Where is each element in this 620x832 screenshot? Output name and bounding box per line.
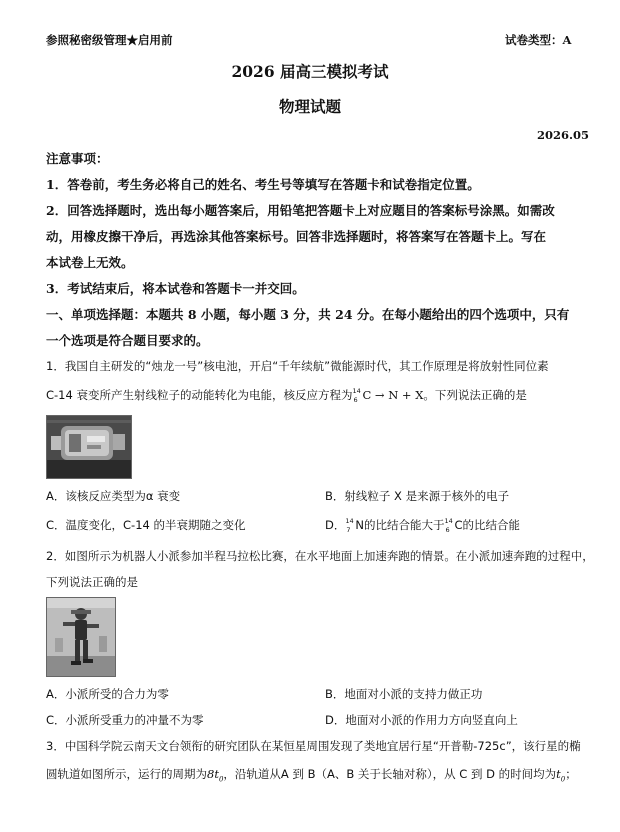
q1-stem-post: 。下列说法正确的是 xyxy=(423,388,527,402)
q1-option-c: C．温度变化，C-14 的半衰期随之变化 xyxy=(46,518,246,532)
robot-runner-photo xyxy=(46,597,116,677)
notice-item-2-line-3: 本试卷上无效。 xyxy=(46,255,134,270)
q2-option-a: A．小派所受的合力为零 xyxy=(46,687,169,701)
n14-mass-number: 14 xyxy=(345,516,354,525)
q2-option-d: D．地面对小派的作用力方向竖直向上 xyxy=(325,713,518,727)
q3-period-subscript: 0 xyxy=(218,775,224,784)
c14-isotope-notation-d xyxy=(444,516,454,534)
q1-option-d-label: D． xyxy=(325,518,346,532)
notice-item-2-line-2: 动，用橡皮擦干净后，再选涂其他答案标号。回答非选择题时，将答案写在答题卡上。写在 xyxy=(46,229,547,244)
c14-atomic-number-d: 6 xyxy=(445,525,450,534)
exam-date: 2026.05 xyxy=(537,128,590,142)
q1-stem-pre: C-14 衰变所产生射线粒子的动能转化为电能，核反应方程为 xyxy=(46,388,353,402)
exam-title: 2026 届高三模拟考试 xyxy=(231,62,389,81)
exam-subtitle: 物理试题 xyxy=(278,97,341,116)
q3-time-subscript: 0 xyxy=(560,775,566,784)
q3-stem-line-1: 3．中国科学院云南天文台领衔的研究团队在某恒星周围发现了类地宜居行星“开普勒-725c”，该行星的椭 xyxy=(46,739,581,753)
q2-option-b: B．地面对小派的支持力做正功 xyxy=(325,687,483,701)
q3-stem-line-2 xyxy=(46,766,577,783)
c14-mass-number: 14 xyxy=(352,386,361,395)
section-1-line-1: 一、单项选择题：本题共 8 小题，每小题 3 分，共 24 分。在每小题给出的四个选项中，只有 xyxy=(46,307,570,322)
q2-option-c: C．小派所受重力的冲量不为零 xyxy=(46,713,204,727)
q3-time-t: t xyxy=(556,767,561,781)
c14-mass-number-d: 14 xyxy=(444,516,453,525)
q1-option-d-mid: N的比结合能大于 xyxy=(355,518,445,532)
q3-stem-part-b: ，沿轨道从 xyxy=(223,767,281,781)
q1-option-b: B．射线粒子 X 是来源于核外的电子 xyxy=(325,489,510,503)
q3-time-value xyxy=(556,767,566,784)
q1-option-d xyxy=(325,517,520,533)
c14-isotope-notation xyxy=(352,386,362,404)
q1-option-d-end: C的比结合能 xyxy=(454,518,520,532)
q3-period-value xyxy=(207,767,224,784)
q3-period-8t: 8t xyxy=(207,767,219,781)
nuclear-battery-photo xyxy=(46,415,132,479)
q3-stem-part-c: A 到 B（A、B 关于长轴对称），从 C 到 D 的时间均为 xyxy=(280,767,557,781)
c14-atomic-number: 6 xyxy=(353,395,358,404)
section-1-line-2: 一个选项是符合题目要求的。 xyxy=(46,333,209,348)
n14-atomic-number: 7 xyxy=(346,525,351,534)
q3-stem-part-a: 圆轨道如图所示，运行的周期为 xyxy=(46,767,207,781)
paper-type-label: 试卷类型：A xyxy=(505,33,572,47)
n14-isotope-notation xyxy=(345,516,355,534)
q2-stem-line-2: 下列说法正确的是 xyxy=(46,575,138,589)
q1-option-a: A．该核反应类型为α 衰变 xyxy=(46,489,181,503)
q3-stem-end: ； xyxy=(565,767,577,781)
q1-stem-line-1: 1．我国自主研发的“烛龙一号”核电池，开启“千年续航”微能源时代，其工作原理是将放射性同位素 xyxy=(46,359,549,373)
notice-item-1: 1．答卷前，考生务必将自己的姓名、考生号等填写在答题卡和试卷指定位置。 xyxy=(46,177,480,192)
q1-stem-line-2 xyxy=(46,387,527,403)
notice-item-3: 3．考试结束后，将本试卷和答题卡一并交回。 xyxy=(46,281,305,296)
notice-heading: 注意事项： xyxy=(46,151,109,166)
q1-equation: C → N + X xyxy=(362,388,424,402)
notice-item-2-line-1: 2．回答选择题时，选出每小题答案后，用铅笔把答题卡上对应题目的答案标号涂黑。如需改 xyxy=(46,203,555,218)
q2-stem-line-1: 2．如图所示为机器人小派参加半程马拉松比赛，在水平地面上加速奔跑的情景。在小派加速奔跑的过程中， xyxy=(46,549,594,563)
confidential-label: 参照秘密级管理★启用前 xyxy=(46,33,173,47)
